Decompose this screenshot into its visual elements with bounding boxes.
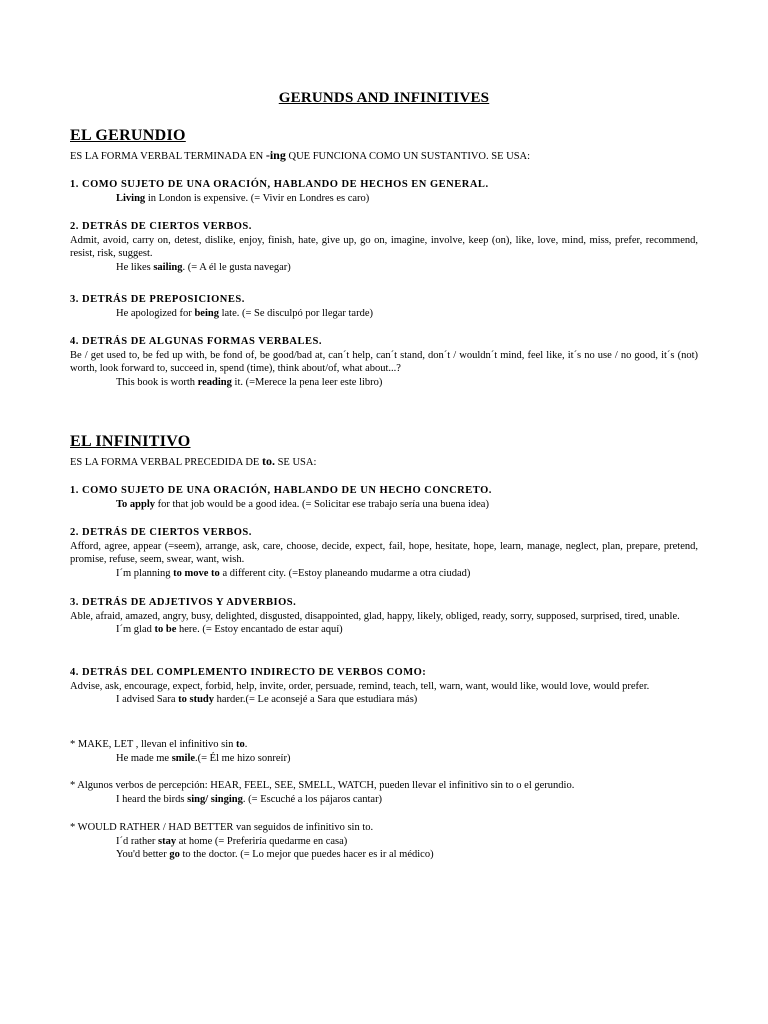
- adjective-list: Able, afraid, amazed, angry, busy, delighted, disgusted, disappointed, glad, happy, likely, obliged, ready, sorry, supposed, surprised, tired, unable.: [70, 610, 680, 622]
- note-perception-verbs: [70, 779, 698, 806]
- infinitivo-section-4: [70, 666, 698, 707]
- example: To apply for that job would be a good idea. (= Solicitar ese trabajo sería una buena idea): [116, 498, 489, 510]
- gerundio-intro: ES LA FORMA VERBAL TERMINADA EN -ing QUE FUNCIONA COMO UN SUSTANTIVO. SE USA:: [70, 148, 531, 162]
- verb-list: Advise, ask, encourage, expect, forbid, help, invite, order, persuade, remind, teach, tell, warn, want, would like, would love, would prefer.: [70, 680, 650, 692]
- gerundio-section-3: [70, 293, 698, 320]
- infinitivo-section-2: [70, 526, 698, 580]
- note-would-rather: [70, 821, 698, 862]
- section-heading: 3. DETRÁS DE PREPOSICIONES.: [70, 294, 245, 305]
- note-make-let: [70, 738, 698, 765]
- note-text: * MAKE, LET , llevan el infinitivo sin to.: [70, 739, 248, 750]
- note-text: * WOULD RATHER / HAD BETTER van seguidos de infinitivo sin to.: [70, 822, 374, 833]
- verb-list: Be / get used to, be fed up with, be fond of, be good/bad at, can´t help, can´t stand, don´t / wouldn´t mind, feel like, it´s no use / no good, it´s (not) worth, look forward to, succeed in, spend (time), think about/of, what about...?: [70, 349, 698, 374]
- gerundio-section-4: [70, 335, 698, 389]
- section-heading: 3. DETRÁS DE ADJETIVOS Y ADVERBIOS.: [70, 597, 297, 608]
- example: He apologized for being late. (= Se disculpó por llegar tarde): [116, 307, 373, 319]
- example: I advised Sara to study harder.(= Le aconsejé a Sara que estudiara más): [116, 694, 418, 705]
- section-heading: 2. DETRÁS DE CIERTOS VERBOS.: [70, 527, 252, 538]
- example: You'd better go to the doctor. (= Lo mejor que puedes hacer es ir al médico): [116, 849, 434, 860]
- example: This book is worth reading it. (=Merece la pena leer este libro): [116, 376, 383, 388]
- document-title: GERUNDS AND INFINITIVES: [278, 90, 490, 106]
- infinitivo-intro: ES LA FORMA VERBAL PRECEDIDA DE to. SE USA:: [70, 454, 317, 468]
- section-heading: 4. DETRÁS DE ALGUNAS FORMAS VERBALES.: [70, 336, 322, 347]
- example: He made me smile.(= Él me hizo sonreír): [116, 752, 291, 764]
- gerundio-section-2: [70, 220, 698, 274]
- infinitivo-section-3: [70, 596, 698, 637]
- verb-list: Admit, avoid, carry on, detest, dislike, enjoy, finish, hate, give up, go on, imagine, involve, keep (on), like, love, mind, miss, prefer, recommend, resist, risk, suggest.: [70, 234, 698, 259]
- infinitivo-title: EL INFINITIVO: [70, 433, 191, 450]
- example: I´d rather stay at home (= Preferiría quedarme en casa): [116, 835, 348, 847]
- section-heading: 1. COMO SUJETO DE UNA ORACIÓN, HABLANDO DE HECHOS EN GENERAL.: [70, 179, 489, 190]
- gerundio-title: EL GERUNDIO: [70, 127, 186, 144]
- example: I heard the birds sing/ singing. (= Escuché a los pájaros cantar): [116, 793, 383, 805]
- example: Living in London is expensive. (= Vivir en Londres es caro): [116, 192, 370, 204]
- section-heading: 1. COMO SUJETO DE UNA ORACIÓN, HABLANDO DE UN HECHO CONCRETO.: [70, 485, 492, 496]
- verb-list: Afford, agree, appear (=seem), arrange, ask, care, choose, decide, expect, fail, hope, hesitate, hope, learn, manage, neglect, plan, prepare, pretend, promise, refuse, seem, swear, want, wish.: [70, 540, 698, 565]
- note-text: * Algunos verbos de percepción: HEAR, FEEL, SEE, SMELL, WATCH, pueden llevar el infinitivo sin to o el gerundio.: [70, 780, 575, 791]
- infinitivo-section-1: [70, 484, 698, 511]
- section-heading: 4. DETRÁS DEL COMPLEMENTO INDIRECTO DE VERBOS COMO:: [70, 667, 427, 678]
- section-heading: 2. DETRÁS DE CIERTOS VERBOS.: [70, 221, 252, 232]
- example: I´m glad to be here. (= Estoy encantado de estar aquí): [116, 624, 343, 635]
- example: He likes sailing. (= A él le gusta navegar): [116, 261, 291, 273]
- gerundio-section-1: [70, 178, 698, 205]
- example: I´m planning to move to a different city. (=Estoy planeando mudarme a otra ciudad): [116, 567, 471, 579]
